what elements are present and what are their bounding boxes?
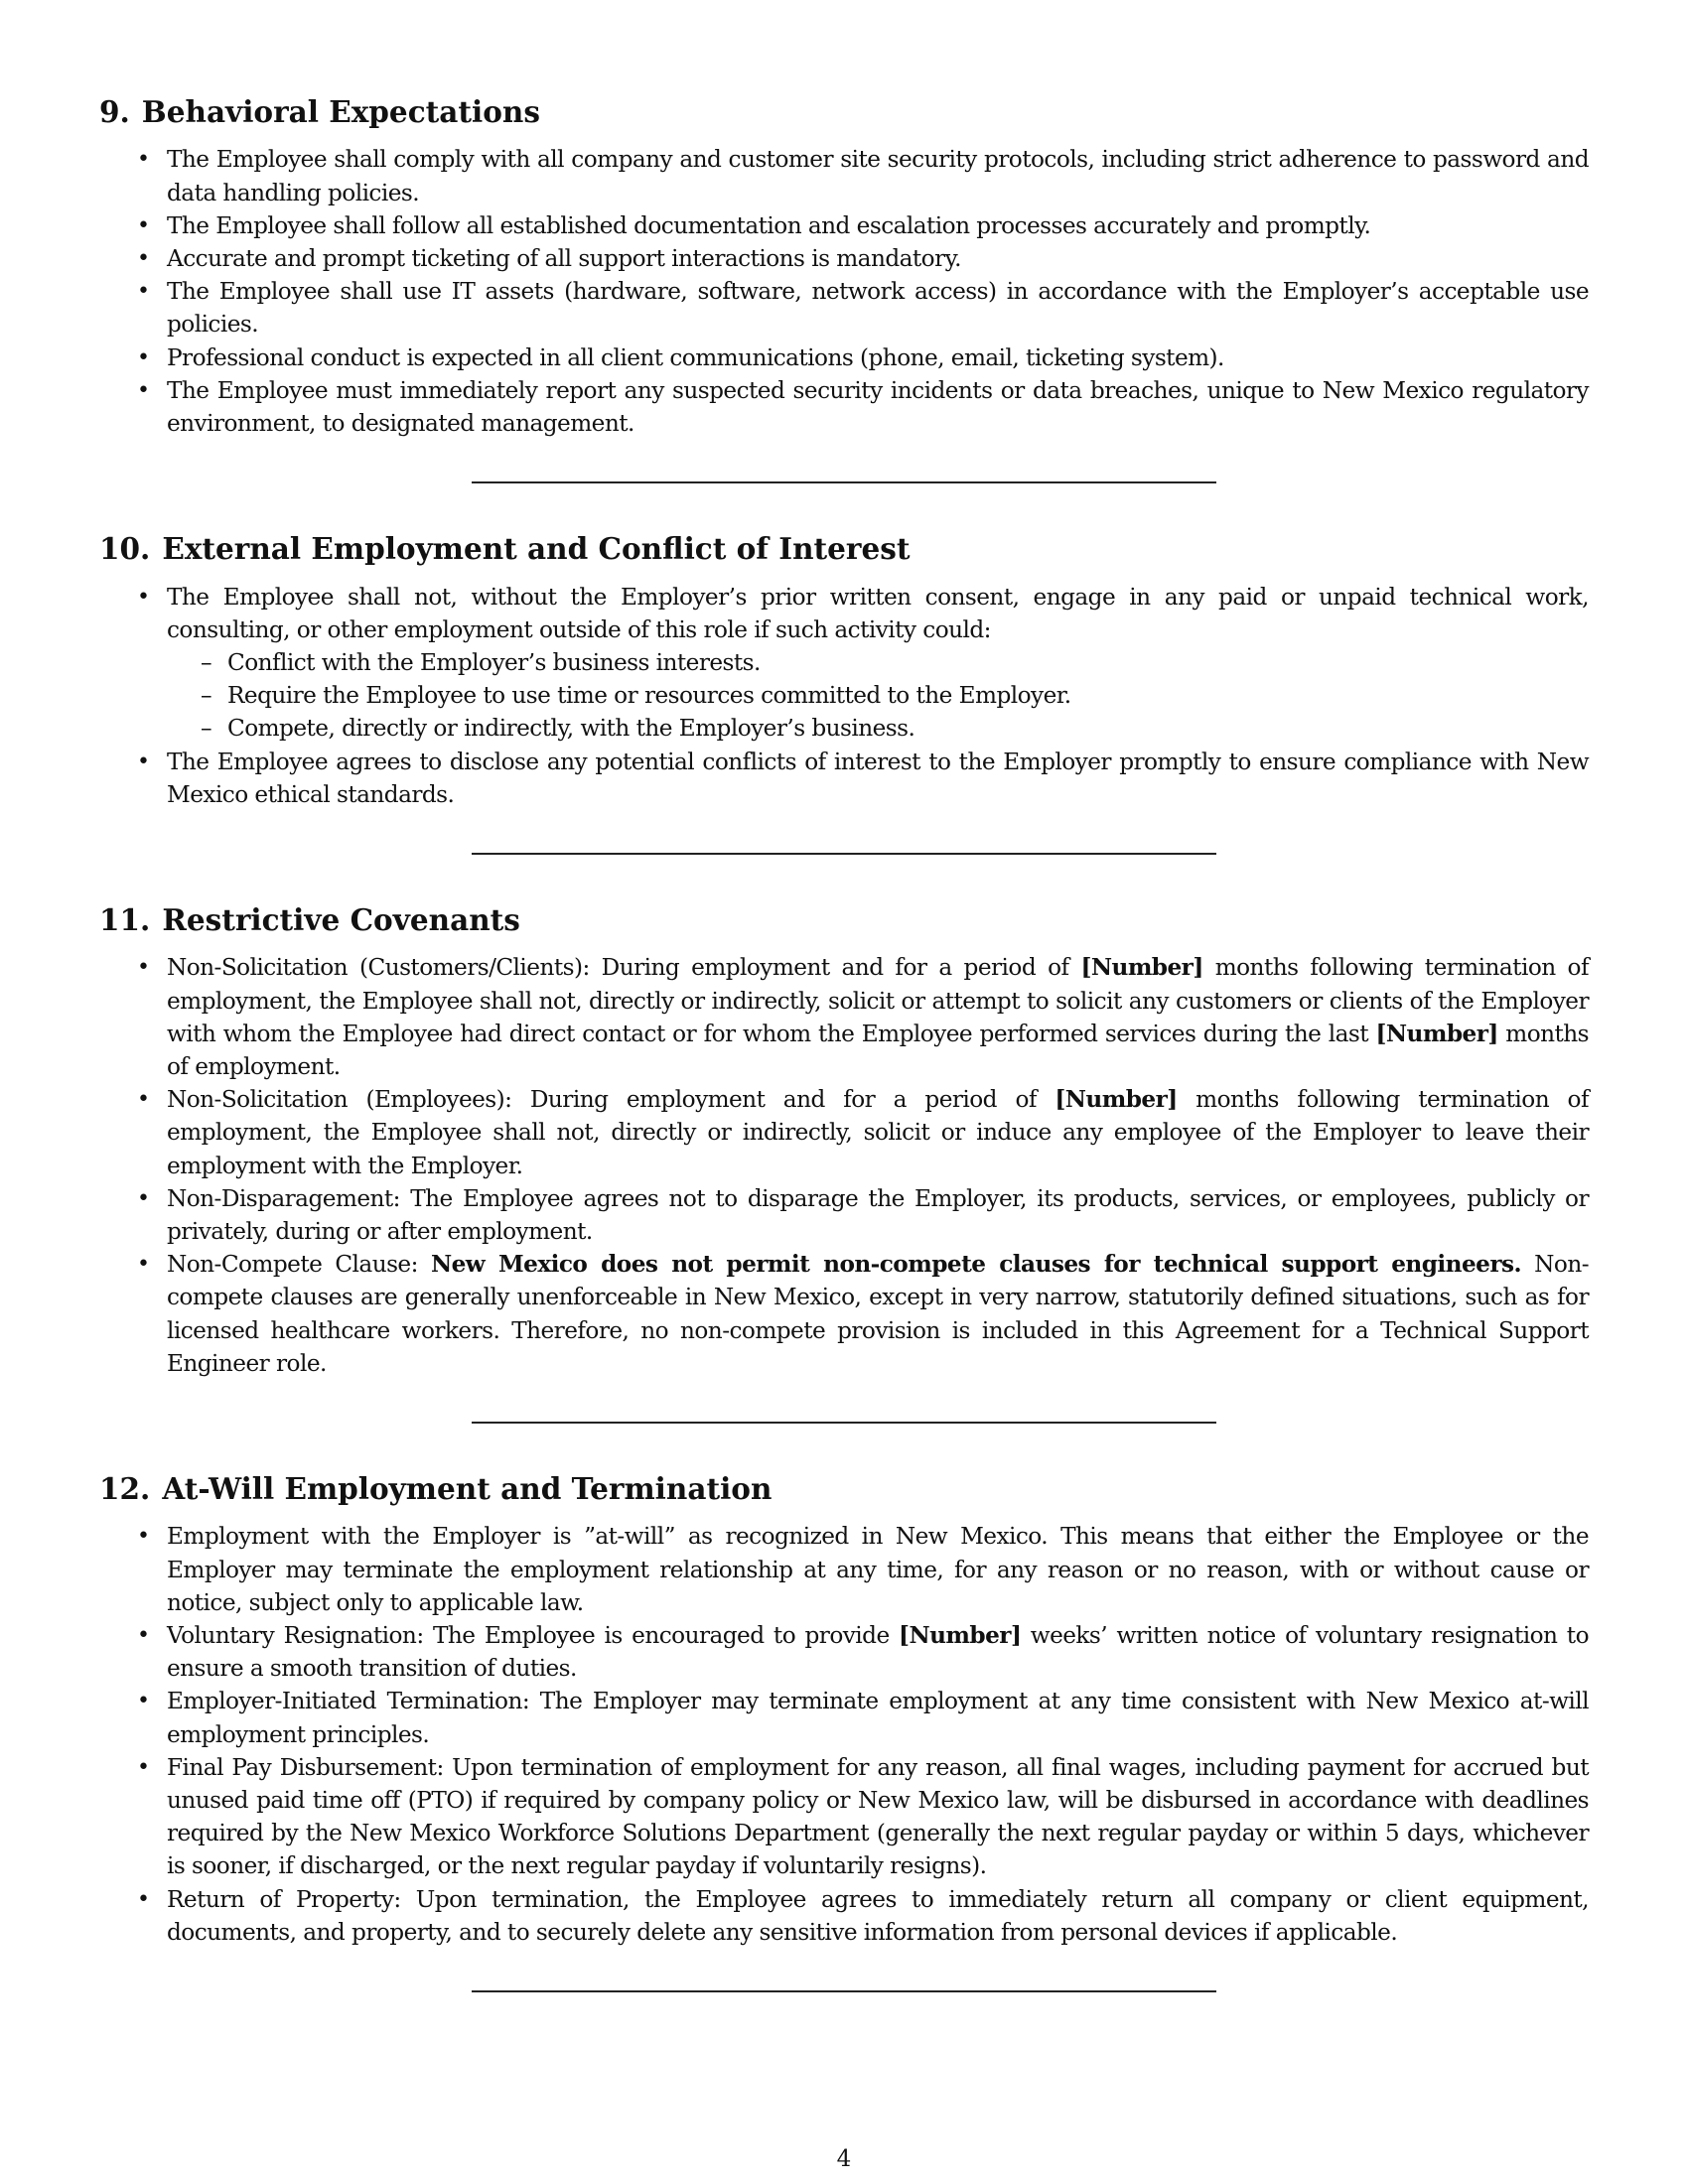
list-item (99, 374, 1589, 440)
bullet-icon: • (137, 1252, 150, 1278)
section-heading (99, 1471, 1589, 1506)
list-item (99, 1619, 1589, 1685)
section-divider (472, 1990, 1216, 1992)
bullet-icon: • (137, 1623, 150, 1649)
list-item-text: Employment with the Employer is ”at-will” as recognized in New Mexico. This means that either the Employee or the Employer may terminate the employment relationship at any time, for any reason or no reason, with or without cause or notice, subject only to applicable law. (167, 1523, 1589, 1616)
list-item (99, 1083, 1589, 1182)
section-number: 11. (99, 902, 151, 938)
section-heading (99, 94, 1589, 129)
list-item-text: Non-Solicitation (Customers/Clients): During employment and for a period of (167, 954, 1081, 982)
bullet-list (99, 1520, 1589, 1949)
list-item (99, 341, 1589, 374)
list-item-text: months of employment. (167, 1020, 1589, 1081)
list-item (99, 1685, 1589, 1750)
bullet-list (99, 581, 1589, 811)
list-item (99, 275, 1589, 341)
sub-list-item (167, 646, 1589, 679)
dash-icon: – (201, 715, 212, 743)
list-item-text: Final Pay Disbursement: Upon termination of employment for any reason, all final wages, including payment for accrued but unused paid time off (PTO) if required by company policy or New Mexico law, will be disbursed in accordance with deadlines required by the New Mexico Workforce Solutions Department (generally the next regular payday or within 5 days, whichever is sooner, if discharged, or the next regular payday if voluntarily resigns). (167, 1753, 1589, 1880)
bullet-icon: • (137, 1886, 150, 1912)
page-number: 4 (836, 2146, 852, 2172)
bullet-list (99, 143, 1589, 440)
list-item (99, 1751, 1589, 1883)
list-item-text: Non-Disparagement: The Employee agrees not to disparage the Employer, its products, services, or employees, publicly or privately, during or after employment. (167, 1184, 1589, 1246)
bullet-icon: • (137, 1754, 150, 1780)
bullet-icon: • (137, 1524, 150, 1550)
document-page (99, 94, 1589, 1992)
section-heading (99, 902, 1589, 937)
list-item (99, 1248, 1589, 1380)
section-behavioral-expectations (99, 94, 1589, 483)
list-item-text: Voluntary Resignation: The Employee is encouraged to provide (167, 1622, 900, 1650)
list-item-text: The Employee shall follow all established documentation and escalation processes accurately and promptly. (167, 211, 1371, 239)
list-item-text: The Employee shall not, without the Employer’s prior written consent, engage in any paid or unpaid technical work, consulting, or other employment outside of this role if such activity could: (167, 583, 1589, 643)
number-placeholder: [Number] (1055, 1086, 1178, 1114)
list-item-text: Non-Compete Clause: (167, 1251, 431, 1279)
section-title: External Employment and Conflict of Interest (162, 531, 911, 567)
list-item (99, 581, 1589, 746)
list-item (99, 951, 1589, 1083)
section-number: 9. (99, 94, 130, 129)
sub-list-item-text: Require the Employee to use time or resources committed to the Employer. (227, 682, 1071, 710)
list-item (99, 1883, 1589, 1949)
list-item (99, 1520, 1589, 1619)
bullet-icon: • (137, 584, 150, 610)
sub-list (167, 646, 1589, 746)
list-item (99, 209, 1589, 242)
section-at-will-employment (99, 1471, 1589, 1992)
list-item-text: Non-Solicitation (Employees): During employment and for a period of (167, 1086, 1055, 1114)
list-item-text: Return of Property: Upon termination, the Employee agrees to immediately return all company or client equipment, documents, and property, and to securely delete any sensitive information from personal devices if applicable. (167, 1885, 1589, 1946)
bullet-icon: • (137, 147, 150, 173)
list-item (99, 242, 1589, 275)
sub-list-item-text: Compete, directly or indirectly, with the Employer’s business. (227, 715, 915, 743)
section-restrictive-covenants (99, 902, 1589, 1424)
bullet-icon: • (137, 955, 150, 981)
list-item-text: weeks’ written notice of voluntary resignation to ensure a smooth transition of duties. (167, 1622, 1589, 1683)
bold-statement: New Mexico does not permit non-compete clauses for technical support engineers. (430, 1251, 1522, 1279)
bullet-icon: • (137, 1185, 150, 1211)
bullet-icon: • (137, 1087, 150, 1113)
bullet-icon: • (137, 749, 150, 774)
number-placeholder: [Number] (1080, 954, 1203, 982)
dash-icon: – (201, 649, 212, 677)
number-placeholder: [Number] (899, 1622, 1022, 1650)
sub-list-item (167, 712, 1589, 745)
section-title: At-Will Employment and Termination (162, 1471, 773, 1507)
list-item-text: Accurate and prompt ticketing of all support interactions is mandatory. (167, 245, 961, 272)
bullet-icon: • (137, 279, 150, 305)
section-number: 10. (99, 531, 151, 567)
sub-list-item-text: Conflict with the Employer’s business interests. (227, 649, 761, 677)
bullet-icon: • (137, 344, 150, 370)
section-number: 12. (99, 1471, 151, 1507)
list-item-text: The Employee shall comply with all company and customer site security protocols, including strict adherence to password and data handling policies. (167, 146, 1589, 206)
list-item-text: The Employee agrees to disclose any potential conflicts of interest to the Employer promptly to ensure compliance with New Mexico ethical standards. (167, 748, 1589, 808)
list-item (99, 143, 1589, 208)
list-item-text: Non-compete clauses are generally unenforceable in New Mexico, except in very narrow, statutorily defined situations, such as for licensed healthcare workers. Therefore, no non-compete provision is included in this Agreement for a Technical Support Engineer role. (167, 1251, 1589, 1377)
bullet-icon: • (137, 246, 150, 271)
list-item-text: Professional conduct is expected in all client communications (phone, email, ticketing system). (167, 343, 1224, 371)
sub-list-item (167, 679, 1589, 712)
bullet-icon: • (137, 212, 150, 238)
bullet-icon: • (137, 1689, 150, 1714)
list-item-text: Employer-Initiated Termination: The Employer may terminate employment at any time consistent with New Mexico at-will employment principles. (167, 1688, 1589, 1748)
list-item (99, 1182, 1589, 1248)
number-placeholder: [Number] (1375, 1020, 1498, 1047)
section-title: Restrictive Covenants (162, 902, 520, 938)
section-heading (99, 531, 1589, 566)
bullet-icon: • (137, 377, 150, 403)
list-item (99, 746, 1589, 811)
bullet-list (99, 951, 1589, 1380)
list-item-text: months following termination of employment, the Employee shall not, directly or indirectly, solicit or attempt to solicit any customers or clients of the Employer with whom the Employee had direct contact or for whom the Employee performed services during the last (167, 954, 1589, 1047)
dash-icon: – (201, 682, 212, 710)
list-item-text: months following termination of employment, the Employee shall not, directly or indirectly, solicit or induce any employee of the Employer to leave their employment with the Employer. (167, 1086, 1589, 1179)
list-item-text: The Employee shall use IT assets (hardware, software, network access) in accordance with the Employer’s acceptable use policies. (167, 278, 1589, 339)
list-item-text: The Employee must immediately report any suspected security incidents or data breaches, unique to New Mexico regulatory environment, to designated management. (167, 376, 1589, 438)
section-title: Behavioral Expectations (141, 94, 540, 129)
section-external-employment (99, 531, 1589, 855)
